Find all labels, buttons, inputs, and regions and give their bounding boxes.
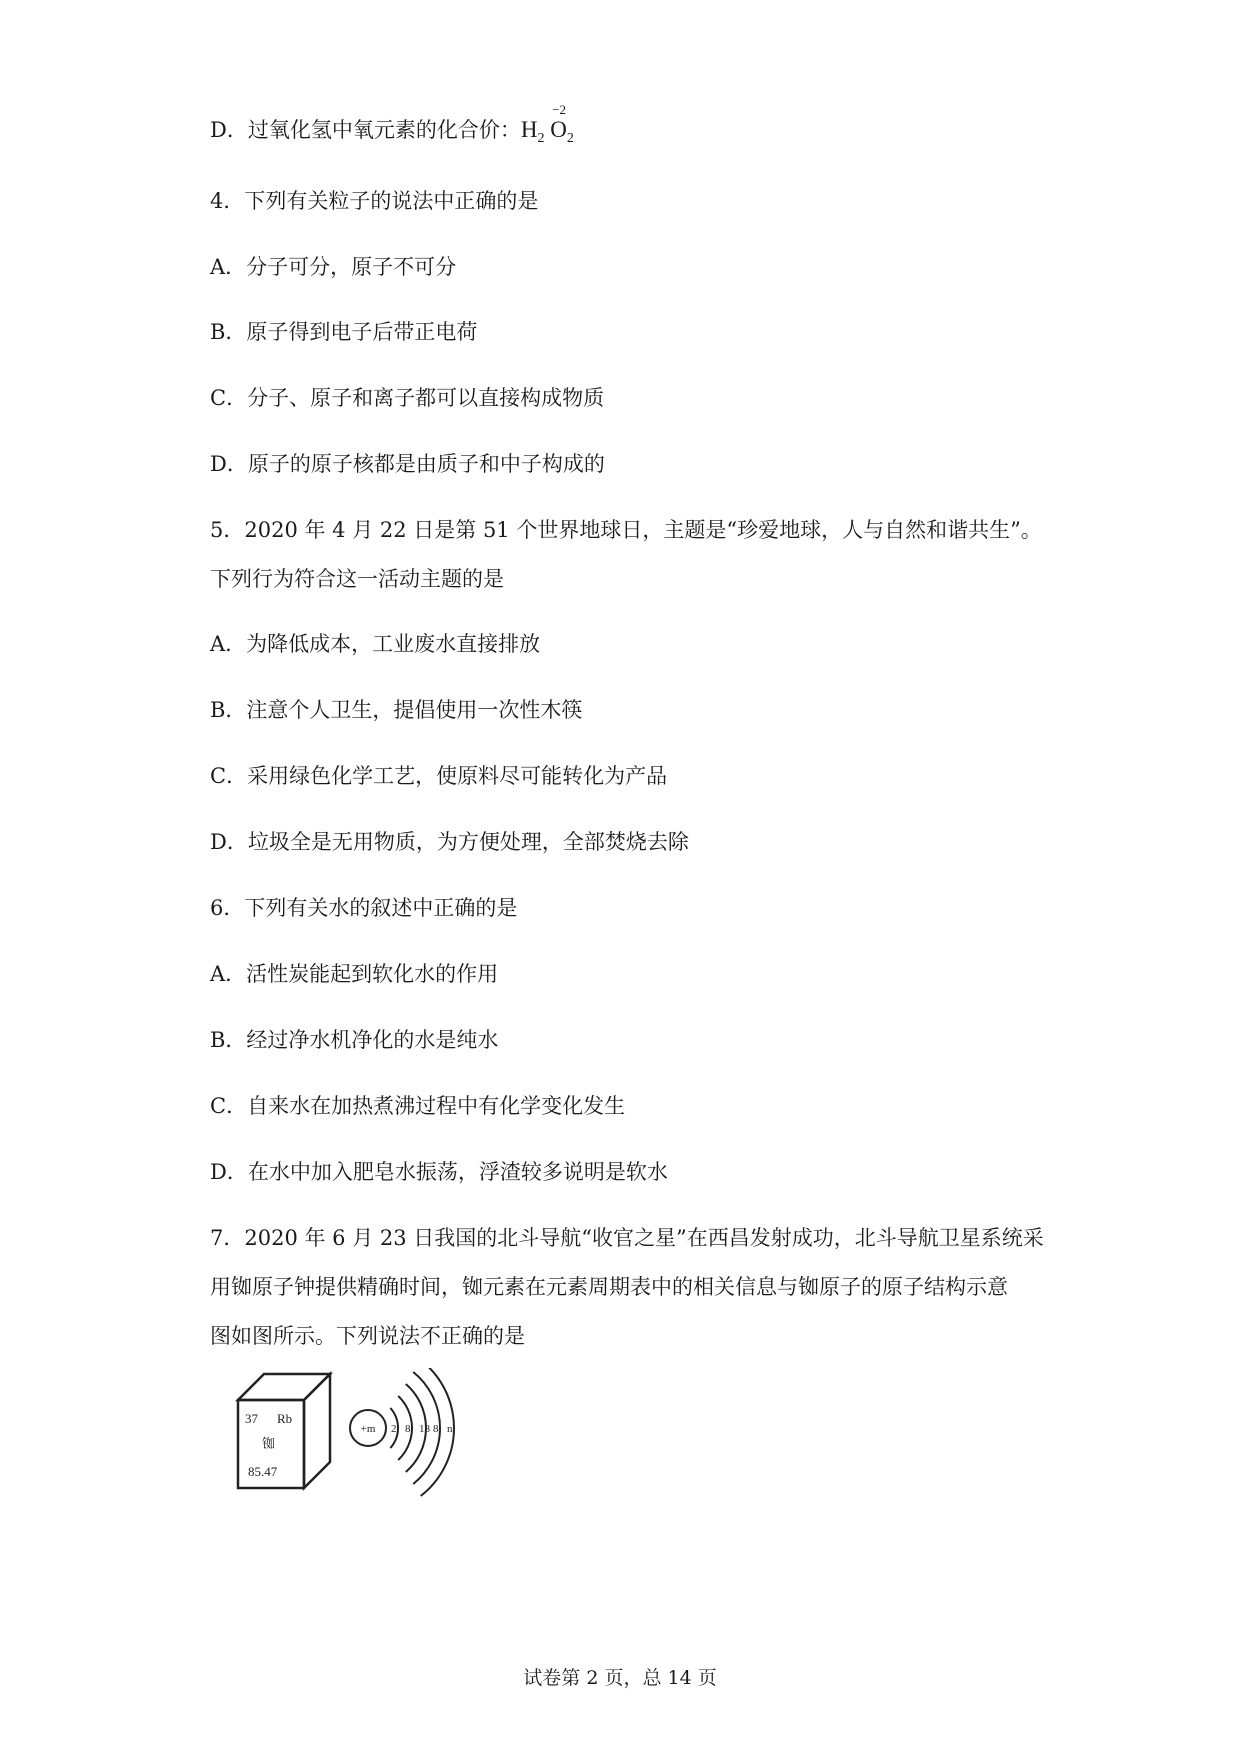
element-number: 37	[245, 1411, 258, 1426]
shell-labels	[391, 1423, 453, 1435]
question-7-line-3: 图如图所示。下列说法不正确的是	[210, 1324, 525, 1348]
shell-electron-count: 8	[405, 1423, 411, 1435]
shell-electron-count: 2	[391, 1423, 397, 1435]
question-6: 6．下列有关水的叙述中正确的是	[210, 896, 518, 920]
rubidium-figure	[230, 1368, 490, 1498]
shell-electron-count: n	[447, 1423, 453, 1435]
q4-option-d: D．原子的原子核都是由质子和中子构成的	[210, 452, 605, 476]
shell-electron-count: 8	[433, 1423, 439, 1435]
q4-option-b: B．原子得到电子后带正电荷	[210, 320, 478, 344]
q3d-text: D．过氧化氢中氧元素的化合价：	[210, 118, 521, 142]
q4-option-a: A．分子可分，原子不可分	[210, 255, 457, 279]
q5-option-d: D．垃圾全是无用物质，为方便处理，全部焚烧去除	[210, 830, 689, 854]
q3-option-d	[210, 102, 574, 153]
atomic-mass: 85.47	[248, 1464, 278, 1479]
question-4: 4．下列有关粒子的说法中正确的是	[210, 189, 539, 213]
q5-option-c: C．采用绿色化学工艺，使原料尽可能转化为产品	[210, 764, 668, 788]
h2o2-formula: $H_2$ −2 $O_2$	[521, 116, 574, 153]
question-7-line-1: 7．2020 年 6 月 23 日我国的北斗导航“收官之星”在西昌发射成功，北斗导航卫星系统采	[210, 1226, 1044, 1250]
q6-option-c: C．自来水在加热煮沸过程中有化学变化发生	[210, 1094, 626, 1118]
question-5-line-2: 下列行为符合这一活动主题的是	[210, 567, 504, 591]
valence-mark: −2	[552, 102, 567, 117]
question-7-line-2: 用铷原子钟提供精确时间，铷元素在元素周期表中的相关信息与铷原子的原子结构示意	[210, 1275, 1008, 1299]
element-name: 铷	[262, 1437, 276, 1452]
q5-option-a: A．为降低成本，工业废水直接排放	[210, 632, 541, 656]
element-symbol: Rb	[277, 1411, 293, 1426]
q6-option-a: A．活性炭能起到软化水的作用	[210, 962, 499, 986]
question-5-line-1: 5．2020 年 4 月 22 日是第 51 个世界地球日，主题是“珍爱地球，人与自然和谐共生”。	[210, 518, 1042, 542]
q6-option-b: B．经过净水机净化的水是纯水	[210, 1028, 499, 1052]
q4-option-c: C．分子、原子和离子都可以直接构成物质	[210, 386, 605, 410]
q6-option-d: D．在水中加入肥皂水振荡，浮渣较多说明是软水	[210, 1160, 668, 1184]
page-footer: 试卷第 2 页，总 14 页	[523, 1667, 717, 1689]
shell-electron-count: 18	[419, 1423, 430, 1435]
nucleus-label: +m	[360, 1423, 376, 1435]
q5-option-b: B．注意个人卫生，提倡使用一次性木筷	[210, 698, 583, 722]
